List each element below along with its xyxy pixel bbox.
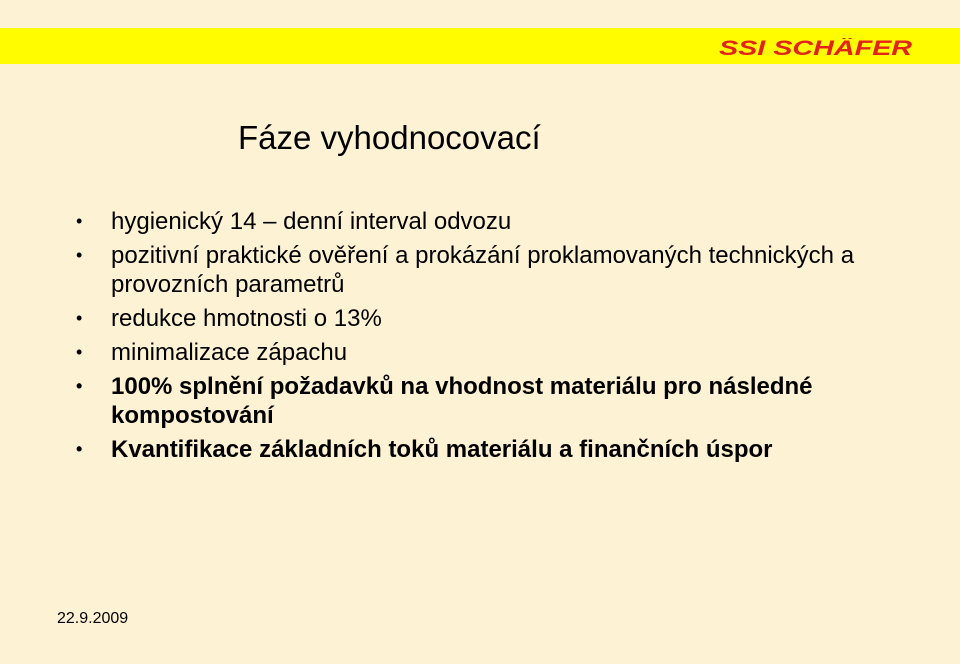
bullet-text: Kvantifikace základních toků materiálu a finančních úspor (111, 436, 773, 463)
bullet-text: minimalizace zápachu (111, 339, 348, 366)
bullet-icon: • (76, 245, 83, 265)
bullet-icon: • (76, 211, 83, 231)
bullet-icon: • (76, 376, 83, 396)
bullet-text: redukce hmotnosti o 13% (111, 305, 382, 332)
bullet-text: hygienický 14 – denní interval odvozu (111, 208, 512, 235)
bullet-icon: • (76, 342, 83, 362)
bullet-item (72, 338, 892, 367)
logo-wordmark: SSI SCHÄFER (719, 38, 914, 58)
footer-date: 22.9.2009 (57, 610, 129, 627)
bullet-icon: • (76, 439, 83, 459)
bullet-item (72, 241, 892, 299)
bullet-list (72, 207, 892, 469)
bullet-text: 100% splnění požadavků na vhodnost materiálu pro následné kompostování (111, 373, 813, 429)
bullet-item (72, 207, 892, 236)
bullet-item (72, 304, 892, 333)
bullet-item (72, 372, 892, 430)
bullet-item (72, 435, 892, 464)
slide-title: Fáze vyhodnocovací (238, 119, 541, 156)
bullet-icon: • (76, 308, 83, 328)
bullet-text: pozitivní praktické ověření a prokázání proklamovaných technických a provozních parametrů (111, 242, 855, 298)
ssi-schaefer-logo (719, 38, 914, 58)
